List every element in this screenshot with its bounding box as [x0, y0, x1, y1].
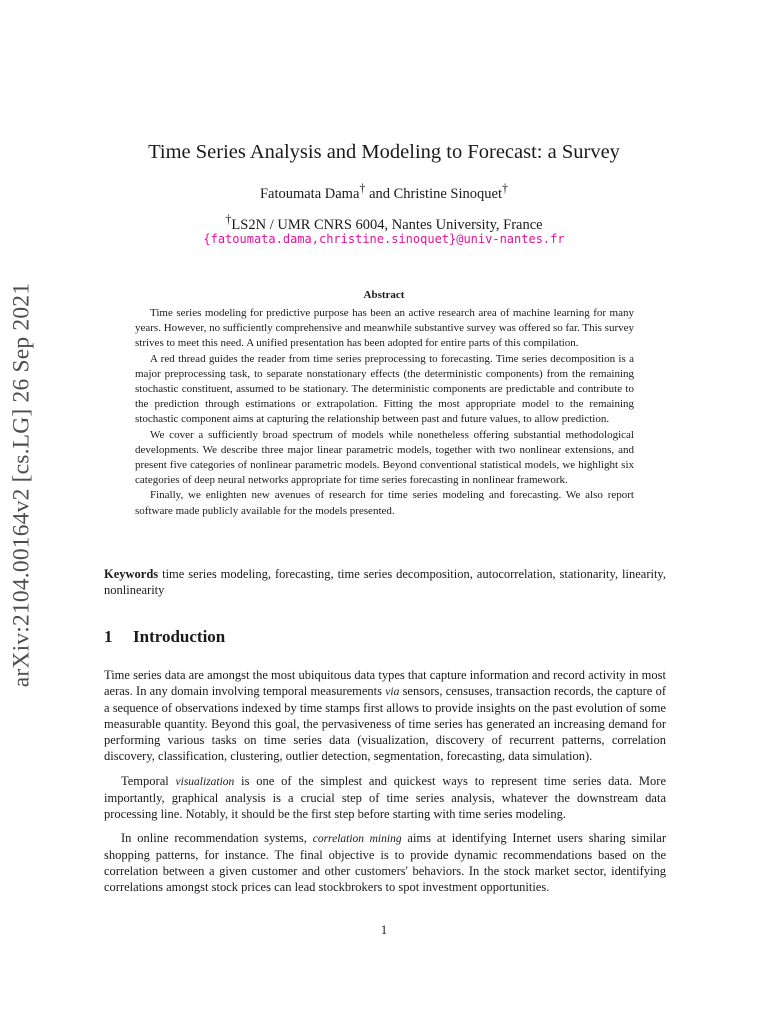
- body-paragraph: [104, 830, 666, 895]
- section-number: 1: [104, 627, 113, 646]
- abstract-paragraph: A red thread guides the reader from time series preprocessing to forecasting. Time series decomposition is a major preprocessing task, to separate nonstationary effects (the deterministic components) from the remaining stochastic constituent, assumed to be stationary. The deterministic components are predictable and contribute to the prediction through estimations or extrapolation. Fitting the most appropriate model to the remaining stochastic component aims at capturing the relationship between past and future values, to allow prediction.: [135, 352, 634, 426]
- author-1: Fatoumata Dama: [259, 185, 360, 202]
- author-line: [0, 179, 768, 203]
- section-heading: [104, 627, 225, 647]
- arxiv-identifier: arXiv:2104.00164v2 [cs.LG] 26 Sep 2021: [8, 282, 35, 688]
- body-text-run: is one of the simplest and quickest ways to represent time series data. More importantly, graphical analysis is a crucial step of time series analysis, whatever the downstream data processing line. Notably, it should be the first step before starting with time series modeling.: [104, 773, 667, 821]
- body-text-run: Temporal: [121, 773, 176, 788]
- body-text-run: aims at identifying Internet users sharing similar shopping patterns, for instance. The final objective is to provide dynamic recommendations based on the correlation between a given customer and other customers' behaviors. In the stock market sector, identifying correlations amongst stock prices can lead stockbrokers to spot investment opportunities.: [104, 830, 666, 895]
- body-text-run: Time series data are amongst the most ubiquitous data types that capture information and record activity in most aeras. In any domain involving temporal measurements: [104, 668, 666, 699]
- body-paragraph: [104, 667, 666, 765]
- abstract-body: [135, 306, 634, 519]
- abstract-paragraph: Time series modeling for predictive purpose has been an active research area of machine learning for many years. However, no sufficiently comprehensive and meanwhile substantive survey was offered so far. This survey strives to meet this need. A unified presentation has been adopted for entire parts of this compilation.: [135, 307, 635, 350]
- body-text: [104, 667, 666, 903]
- body-emphasis: visualization: [175, 775, 235, 788]
- keywords: [104, 566, 666, 598]
- keywords-text: time series modeling, forecasting, time series decomposition, autocorrelation, stationarity, linearity, nonlinearity: [104, 567, 666, 597]
- abstract-paragraph: Finally, we enlighten new avenues of research for time series modeling and forecasting. We also report software made publicly available for the models presented.: [135, 489, 634, 517]
- body-emphasis: correlation mining: [312, 832, 402, 845]
- author-separator: and: [365, 185, 394, 202]
- abstract-paragraph: We cover a sufficiently broad spectrum of models while nonetheless offering substantial methodological developments. We describe three major linear parametric models, together with two nonlinear extensions, and present five categories of nonlinear parametric models. Beyond conventional statistical models, we highlight six categories of deep neural networks appropriate for time series forecasting in nonlinear framework.: [135, 428, 634, 487]
- section-title: Introduction: [133, 627, 226, 646]
- page-number: 1: [380, 923, 388, 937]
- author-email-link[interactable]: {fatoumata.dama,christine.sinoquet}@univ-nantes.fr: [203, 232, 565, 246]
- keywords-label: Keywords: [104, 567, 159, 581]
- author-2: Christine Sinoquet: [393, 185, 502, 202]
- affiliation-dagger: †: [225, 212, 232, 226]
- abstract-heading: Abstract: [363, 289, 405, 301]
- body-text-run: In online recommendation systems,: [121, 830, 313, 845]
- body-emphasis: via: [385, 686, 400, 699]
- affiliation-text: LS2N / UMR CNRS 6004, Nantes University, France: [231, 216, 543, 233]
- paper-title: Time Series Analysis and Modeling to Forecast: a Survey: [148, 141, 620, 163]
- body-text-run: sensors, censuses, transaction records, the capture of a sequence of observations indexed by time stamps first allows to provide insights on the past evolution of some measurable quantity. Beyond this goal, the pervasiveness of time series has generated an increasing demand for performing various tasks on time series data (visualization, discovery of recurrent patterns, correlation discovery, classification, clustering, outlier detection, segmentation, forecasting, data simulation).: [104, 684, 666, 764]
- body-paragraph: [104, 773, 666, 822]
- author-1-dagger: †: [359, 181, 366, 195]
- author-2-dagger: †: [502, 181, 509, 195]
